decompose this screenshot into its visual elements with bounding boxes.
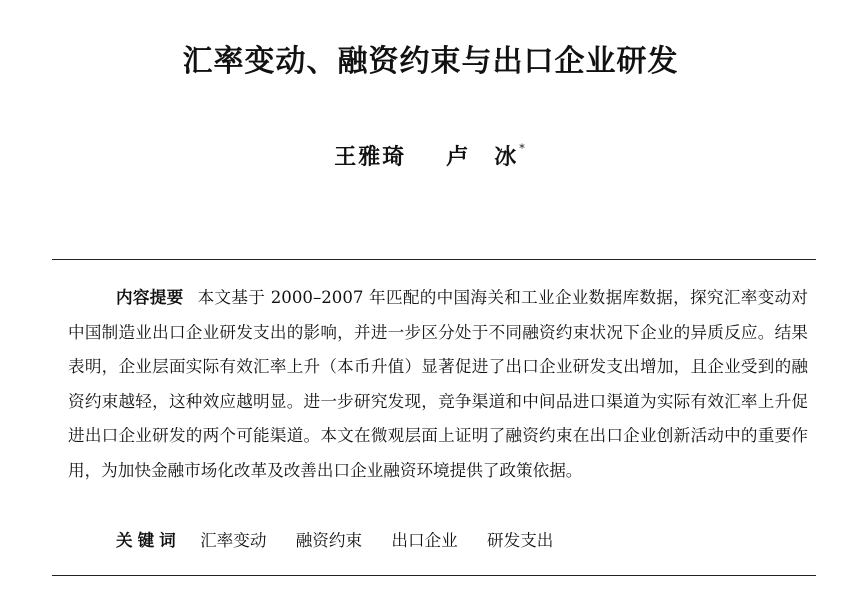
keyword: 研发支出 xyxy=(487,531,554,550)
keyword: 汇率变动 xyxy=(200,531,267,550)
author-name: 王雅琦 xyxy=(334,144,407,170)
section-divider xyxy=(52,259,816,260)
abstract-paragraph xyxy=(68,281,808,488)
abstract-label: 内容提要 xyxy=(116,288,184,307)
section-divider xyxy=(52,575,816,576)
footnote-mark: * xyxy=(519,142,527,155)
paper-title: 汇率变动、融资约束与出口企业研发 xyxy=(182,44,679,79)
author-line xyxy=(0,140,861,171)
keywords-label: 关键词 xyxy=(116,531,181,550)
keyword: 融资约束 xyxy=(295,531,363,550)
author-name: 卢 冰 xyxy=(446,144,519,170)
keywords-line xyxy=(116,527,577,551)
abstract-text: 本文基于 2000–2007 年匹配的中国海关和工业企业数据库数据，探究汇率变动对中国制造业出口企业研发支出的影响，并进一步区分处于不同融资约束状况下企业的异质反应。结果表明，企业层面实际有效汇率上升（本币升值）显著促进了出口企业研发支出增加，且企业受到的融资约束越轻，这种效应越明显。进一步研究发现，竞争渠道和中间品进口渠道为实际有效汇率上升促进出口企业研发的两个可能渠道。本文在微观层面上证明了融资约束在出口企业创新活动中的重要作用，为加快金融市场化改革及改善出口企业融资环境提供了政策依据。 xyxy=(68,288,808,480)
keyword: 出口企业 xyxy=(391,531,458,550)
